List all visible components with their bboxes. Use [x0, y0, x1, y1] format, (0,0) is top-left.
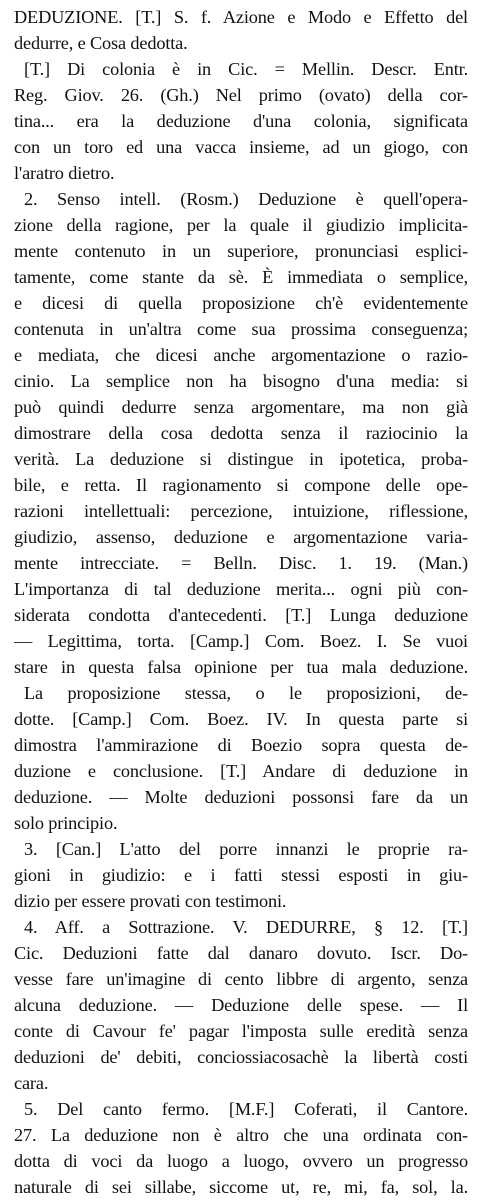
- entry-line: — Legittima, torta. [Camp.] Com. Boez. I. Se vuoi: [14, 631, 468, 651]
- entry-line: 2. Senso intell. (Rosm.) Deduzione è quell'opera-: [24, 189, 468, 209]
- entry-line: cara.: [14, 1073, 49, 1093]
- entry-line: verità. La deduzione si distingue in ipotetica, proba-: [14, 449, 468, 469]
- entry-line: può quindi dedurre senza argomentare, ma non già: [14, 397, 468, 417]
- entry-line: stare in questa falsa opinione per tua mala deduzione.: [14, 657, 468, 677]
- entry-line: naturale di sei sillabe, siccome ut, re, mi, fa, sol, la.: [14, 1177, 468, 1197]
- entry-line: conte di Cavour fe' pagar l'imposta sulle eredità senza: [14, 1021, 468, 1041]
- entry-line: dedurre, e Cosa dedotta.: [14, 33, 188, 53]
- entry-line: solo principio.: [14, 813, 118, 833]
- entry-line: siderata condotta d'antecedenti. [T.] Lunga deduzione: [14, 605, 468, 625]
- entry-line: e mediata, che dicesi anche argomentazione o razio-: [14, 345, 468, 365]
- entry-line: 5. Del canto fermo. [M.F.] Coferati, il Cantore.: [24, 1099, 468, 1119]
- entry-line: Reg. Giov. 26. (Gh.) Nel primo (ovato) della cor-: [14, 85, 468, 105]
- entry-line: deduzioni de' debiti, conciossiacosachè la libertà costi: [14, 1047, 468, 1067]
- entry-line: dotta di voci da luogo a luogo, ovvero un progresso: [14, 1151, 468, 1171]
- entry-text: [14, 4, 468, 1200]
- entry-line: alcuna deduzione. — Deduzione delle spese. — Il: [14, 995, 468, 1015]
- entry-line: dotte. [Camp.] Com. Boez. IV. In questa parte si: [14, 709, 468, 729]
- entry-line: e dicesi di quella proposizione ch'è evidentemente: [14, 293, 468, 313]
- entry-line: Cic. Deduzioni fatte dal danaro dovuto. Iscr. Do-: [14, 943, 468, 963]
- entry-line: DEDUZIONE. [T.] S. f. Azione e Modo e Effetto del: [14, 7, 468, 27]
- entry-line: zione della ragione, per la quale il giudizio implicita-: [14, 215, 468, 235]
- entry-line: gioni in giudizio: e i fatti stessi esposti in giu-: [14, 865, 468, 885]
- entry-line: deduzione. — Molte deduzioni possonsi fare da un: [14, 787, 468, 807]
- entry-line: La proposizione stessa, o le proposizioni, de-: [24, 683, 468, 703]
- entry-line: bile, e retta. Il ragionamento si compone delle ope-: [14, 475, 468, 495]
- entry-line: razioni intellettuali: percezione, intuizione, riflessione,: [14, 501, 468, 521]
- entry-line: 4. Aff. a Sottrazione. V. DEDURRE, § 12. [T.]: [24, 917, 468, 937]
- entry-line: mente contenuto in un superiore, pronunciasi esplici-: [14, 241, 468, 261]
- entry-line: l'aratro dietro.: [14, 163, 115, 183]
- entry-line: cinio. La semplice non ha bisogno d'una media: si: [14, 371, 468, 391]
- entry-line: 3. [Can.] L'atto del porre innanzi le proprie ra-: [24, 839, 468, 859]
- entry-line: dimostra l'ammirazione di Boezio sopra questa de-: [14, 735, 468, 755]
- entry-line: giudizio, assenso, deduzione e argomentazione varia-: [14, 527, 468, 547]
- entry-line: tamente, come stante da sè. È immediata o semplice,: [14, 267, 468, 287]
- entry-line: vesse fare un'imagine di cento libbre di argento, senza: [14, 969, 468, 989]
- entry-line: con un toro ed una vacca insieme, ad un giogo, con: [14, 137, 468, 157]
- entry-line: mente intrecciate. = Belln. Disc. 1. 19. (Man.): [14, 553, 468, 573]
- entry-line: L'importanza di tal deduzione merita... ogni più con-: [14, 579, 468, 599]
- entry-line: duzione e conclusione. [T.] Andare di deduzione in: [14, 761, 468, 781]
- entry-line: [T.] Di colonia è in Cic. = Mellin. Descr. Entr.: [24, 59, 468, 79]
- entry-line: contenuta in un'altra come sua prossima conseguenza;: [14, 319, 468, 339]
- entry-line: 27. La deduzione non è altro che una ordinata con-: [14, 1125, 468, 1145]
- entry-line: dizio per essere provati con testimoni.: [14, 891, 287, 911]
- entry-line: dimostrare della cosa dedotta senza il raziocinio la: [14, 423, 468, 443]
- entry-line: tina... era la deduzione d'una colonia, significata: [14, 111, 468, 131]
